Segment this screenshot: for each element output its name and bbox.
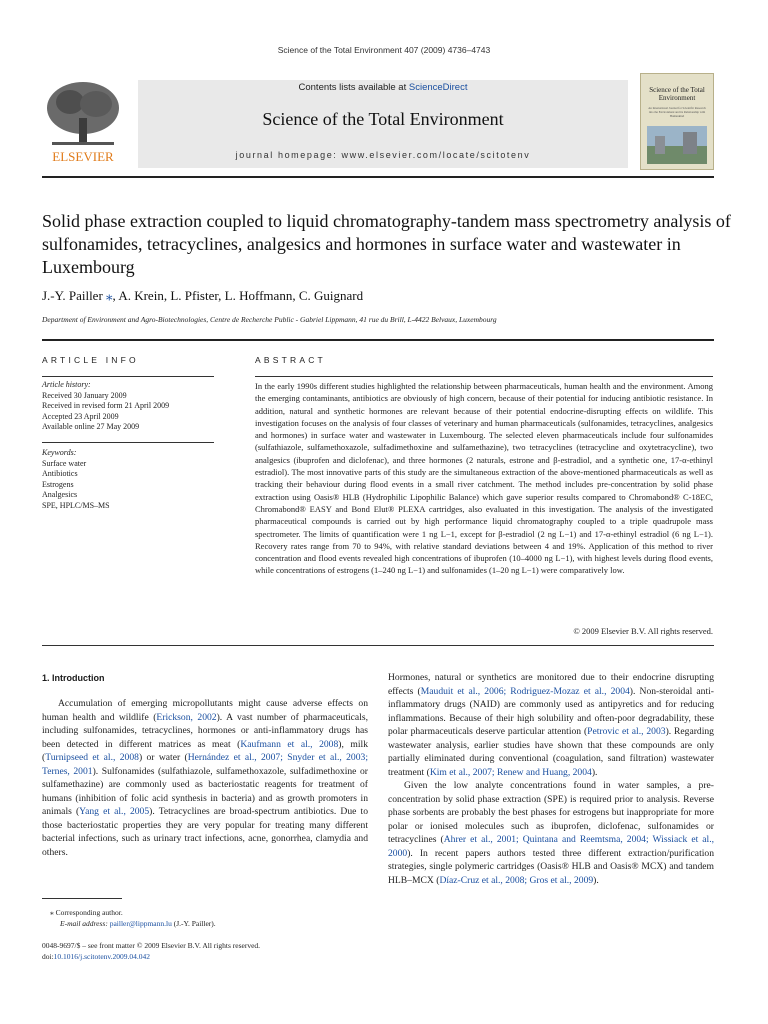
- email-suffix: (J.-Y. Pailler).: [173, 919, 216, 928]
- citation-link[interactable]: Erickson, 2002: [156, 711, 217, 723]
- abstract-text: In the early 1990s different studies highlighted the relationship between pharmaceuticals, human health and the environment. Among the emerging contaminants, antibiotics are obviously of high concern, because of their potential for inducing antibiotic resistance. In addition, natural and synthetic hormones are relevant because of their potential endocrine-disrupting effects on wildlife. This investigation focuses on the analysis of four classes of veterinary and human pharmaceuticals (sulfonamides, tetracyclines, analgesics and hormones) in surface water and wastewater in Luxembourg. The selected eleven pharmaceuticals include four sulfonamides (sulfathiazole, sulfamethoxazole, sulfadimethoxine and sulfamethazine), two tetracyclines (tetracycline and oxytetracycline), two analgesics (ibuprofen and diclofenac), and three hormones (2 naturals, estrone and β-estradiol, and a synthetic one, 17-α-ethinyl estradiol). The most innovative parts of this study are the simultaneous extraction of the above-mentioned pharmaceuticals as well as tracking their behaviour during flood events in a small river catchment. The method includes pre-concentration by solid phase extraction using Oasis® HLB (Hydrophilic Lipophilic Balance) which gave superior results compared to Chromabond® C-18EC, Chromabond® EASY and Bond Elut® PLEXA cartridges, also evaluated in this investigation. The analysis of the investigated pharmaceutical compounds is carried out by high performance liquid chromatography coupled to a triple quadrupole mass spectrometer. The limits of quantification were 1 ng L−1, except for β-estradiol (2 ng L−1) and 17-α-ethinyl estradiol (6 ng L−1). Recovery rates range from 70 to 94%, with relative standard deviations between 4 and 19%. Application of this method to river concentration and flood events revealed high concentrations of ibuprofen (10–4000 ng L−1), with highest levels during flood events, while concentrations of estrogens (1–240 ng L−1) and sulfonamides (1–20 ng L−1) were comparatively low.: [255, 381, 713, 576]
- citation-link[interactable]: Turnipseed et al., 2008: [45, 752, 139, 763]
- intro-right-column: [388, 671, 714, 887]
- abstract-copyright: © 2009 Elsevier B.V. All rights reserved.: [573, 626, 713, 636]
- citation-link[interactable]: Ahrer et al., 2001; Quintana and Reemtsma, 2004; Wissiack et al., 2000: [388, 834, 714, 859]
- header-rule: [42, 176, 714, 178]
- email-link[interactable]: pailler@lippmann.lu: [109, 919, 172, 928]
- publisher-wordmark: ELSEVIER: [52, 149, 114, 164]
- citation-link[interactable]: Yang et al., 2005: [79, 806, 150, 817]
- title-rule: [42, 339, 714, 341]
- keyword-item: Estrogens: [42, 479, 74, 489]
- journal-homepage[interactable]: journal homepage: www.elsevier.com/locate/scitotenv: [235, 150, 531, 160]
- doi-link[interactable]: 10.1016/j.scitotenv.2009.04.042: [53, 952, 151, 961]
- corresponding-footnote: [50, 907, 370, 929]
- intro-paragraph: Hormones, natural or synthetics are monitored due to their endocrine disrupting effects (Mauduit et al., 2006; Rodriguez-Mozaz et al., 2004). Non-steroidal anti-inflammatory drugs (NAID) are commonly used as antipyretics and for reducing inflammations. Because of their high solubility and often-poor degradability, these polar pharmaceuticals deserve particular attention (Petrovic et al., 2003). Regarding wastewater analysis, earlier studies have shown that these compounds are only partially eliminated during conventional (coagulation, sand filtration) wastewater treatment (Kim et al., 2007; Renew and Huang, 2004).: [388, 672, 714, 778]
- history-item: Accepted 23 April 2009: [42, 411, 119, 421]
- cover-landscape-image: [647, 126, 707, 164]
- article-info-rule: [42, 376, 214, 377]
- citation-link[interactable]: Díaz-Cruz et al., 2008; Gros et al., 2009: [439, 874, 594, 886]
- contents-prefix: Contents lists available at: [298, 82, 409, 93]
- author-list: [42, 288, 732, 304]
- doi-label: doi:: [42, 952, 54, 961]
- article-info-heading: ARTICLE INFO: [42, 355, 139, 365]
- abstract-bottom-rule: [42, 645, 714, 646]
- article-history: [42, 380, 222, 433]
- keyword-item: SPE, HPLC/MS–MS: [42, 500, 110, 510]
- issn-line: 0048-9697/$ – see front matter © 2009 Elsevier B.V. All rights reserved.: [42, 941, 261, 950]
- keyword-item: Analgesics: [42, 490, 78, 499]
- journal-reference: Science of the Total Environment 407 (2009) 4736–4743: [277, 45, 491, 55]
- history-item: Received 30 January 2009: [42, 390, 127, 400]
- issn-footnote: [42, 940, 372, 962]
- citation-link[interactable]: Kaufmann et al., 2008: [240, 738, 339, 750]
- keyword-item: Antibiotics: [42, 469, 78, 478]
- citation-link[interactable]: Hernández et al., 2007; Snyder et al., 2003; Ternes, 2001: [42, 752, 368, 777]
- email-label: E-mail address:: [60, 919, 108, 928]
- journal-name: Science of the Total Environment: [262, 109, 504, 129]
- corresponding-label: Corresponding author.: [55, 908, 123, 917]
- elsevier-logo: [38, 78, 128, 168]
- footnote-marker: ⁎: [50, 908, 54, 917]
- keywords-label: Keywords:: [42, 448, 77, 457]
- elsevier-tree-icon: [38, 78, 128, 168]
- cover-subtitle: An International Journal for Scientific Research into the Environment and its Relationship with Humankind: [648, 106, 706, 118]
- other-authors: , A. Krein, L. Pfister, L. Hoffmann, C. Guignard: [112, 288, 364, 303]
- abstract-heading: ABSTRACT: [255, 355, 326, 365]
- intro-paragraph: Accumulation of emerging micropollutants might cause adverse effects on human health and wildlife (Erickson, 2002). A vast number of pharmaceuticals, including sulfonamides, tetracyclines, hormones or anti-inflammatory drugs has been detected in different matrices as meat (Kaufmann et al., 2008), milk (Turnipseed et al., 2008) or water (Hernández et al., 2007; Snyder et al., 2003; Ternes, 2001). Sulfonamides (sulfathiazole, sulfamethoxazole, sulfadimethoxine or sulfamethazine) are commonly used as bacteriostatic reagents for treatment of humans (inhibition of folic acid synthesis in bacteria) and as growth promoters in animals (Yang et al., 2005). Tetracyclines are broad-spectrum antibiotics. Due to those bacteriostatic properties they are very popular for treating many different bacterial infections, such as urinary tract infections, acne, gonorrhea, clamydia and others.: [42, 698, 368, 858]
- keywords-rule: [42, 442, 214, 443]
- corresponding-author-marker[interactable]: ⁎: [106, 288, 113, 303]
- history-label: Article history:: [42, 380, 91, 389]
- history-item: Received in revised form 21 April 2009: [42, 401, 170, 410]
- abstract-rule: [255, 376, 713, 377]
- first-author: J.-Y. Pailler: [42, 288, 103, 303]
- citation-link[interactable]: Petrovic et al., 2003: [587, 726, 666, 737]
- section-heading-introduction: 1. Introduction: [42, 673, 105, 683]
- intro-left-column: [42, 697, 368, 859]
- cover-title: Science of the Total Environment: [649, 86, 705, 102]
- keywords: [42, 448, 222, 511]
- footnote-rule: [42, 898, 122, 899]
- contents-line: [138, 82, 628, 93]
- citation-link[interactable]: Mauduit et al., 2006; Rodriguez-Mozaz et al., 2004: [420, 685, 630, 697]
- journal-cover: [640, 73, 714, 170]
- citation-link[interactable]: Kim et al., 2007; Renew and Huang, 2004: [429, 766, 592, 778]
- sciencedirect-link[interactable]: ScienceDirect: [408, 82, 468, 93]
- article-title: Solid phase extraction coupled to liquid chromatography-tandem mass spectrometry analysis of sulfonamides, tetracyclines, analgesics and hormones in surface water and wastewater in Luxembourg: [42, 211, 731, 277]
- intro-paragraph: Given the low analyte concentrations found in water samples, a pre-concentration by solid phase extraction (SPE) is required prior to analysis. Reverse phase sorbents are probably the best phases for estrogens but inappropriate for more polar or ionised molecules such as ibuprofen, diclofenac, sulfonamides or tetracyclines (Ahrer et al., 2001; Quintana and Reemtsma, 2004; Wissiack et al., 2000). In recent papers authors tested three different extraction/purification strategies, single polymeric cartridges (Oasis® HLB and Oasis® MCX) and tandem HLB–MCX (Díaz-Cruz et al., 2008; Gros et al., 2009).: [388, 780, 714, 886]
- history-item: Available online 27 May 2009: [42, 422, 140, 431]
- affiliation: Department of Environment and Agro-Biotechnologies, Centre de Recherche Public - Gabriel Lippmann, 41 rue du Brill, L-4422 Belvaux, Luxembourg: [42, 315, 497, 324]
- keyword-item: Surface water: [42, 458, 87, 468]
